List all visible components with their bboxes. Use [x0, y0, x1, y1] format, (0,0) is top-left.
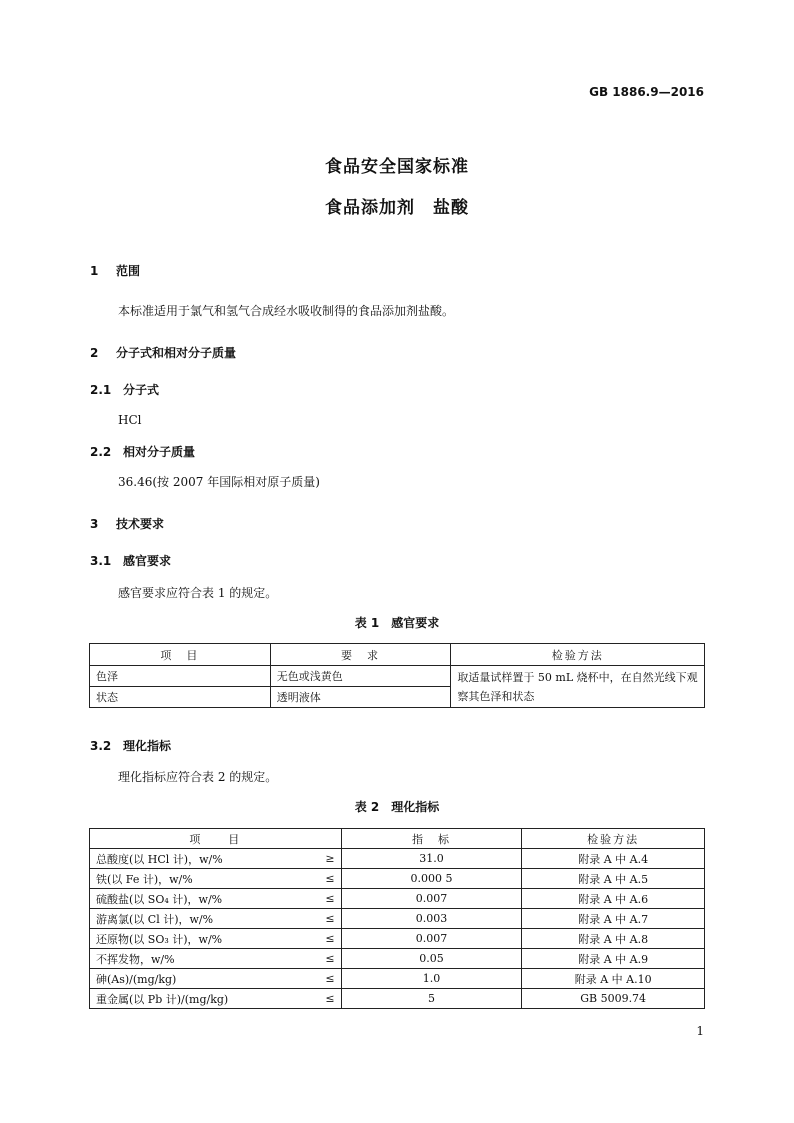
- comparison-symbol: ≤: [311, 989, 341, 1009]
- table-row: [90, 969, 705, 989]
- section-title: 相对分子质量: [123, 445, 196, 459]
- comparison-symbol: ≤: [311, 889, 341, 909]
- page-number: 1: [696, 1024, 704, 1038]
- section-2-heading: [90, 344, 236, 361]
- section-3-1-text: 感官要求应符合表 1 的规定。: [118, 586, 278, 600]
- section-2-1-heading: [90, 381, 159, 398]
- indicator-value: 0.05: [341, 949, 522, 969]
- section-number: 1: [90, 264, 99, 278]
- section-3-2-heading: [90, 737, 171, 754]
- standard-number: GB 1886.9—2016: [589, 85, 704, 99]
- indicator-value: 0.007: [341, 929, 522, 949]
- test-method: 附录 A 中 A.4: [522, 849, 705, 869]
- table-row: [90, 909, 705, 929]
- table-row: [90, 849, 705, 869]
- test-method: 附录 A 中 A.7: [522, 909, 705, 929]
- sensory-requirements-table: [89, 643, 705, 708]
- comparison-symbol: ≤: [311, 969, 341, 989]
- column-header: 指 标: [341, 829, 522, 849]
- test-method: 附录 A 中 A.8: [522, 929, 705, 949]
- item-cell: 硫酸盐(以 SO₄ 计)，w/%: [90, 889, 312, 909]
- section-3-1-heading: [90, 552, 171, 569]
- column-header: 检验方法: [451, 644, 705, 666]
- table-cell: 状态: [90, 687, 271, 708]
- table-row: [90, 666, 705, 687]
- indicator-value: 0.003: [341, 909, 522, 929]
- indicator-value: 0.007: [341, 889, 522, 909]
- indicator-value: 5: [341, 989, 522, 1009]
- table-cell: 透明液体: [270, 687, 451, 708]
- comparison-symbol: ≤: [311, 869, 341, 889]
- test-method: 附录 A 中 A.5: [522, 869, 705, 889]
- section-number: 2.1: [90, 383, 112, 397]
- item-cell: 游离氯(以 Cl 计)，w/%: [90, 909, 312, 929]
- table-1-caption: 表 1 感官要求: [354, 616, 440, 630]
- test-method: 附录 A 中 A.9: [522, 949, 705, 969]
- indicator-value: 0.000 5: [341, 869, 522, 889]
- item-cell: 总酸度(以 HCl 计)，w/%: [90, 849, 312, 869]
- column-header: 检验方法: [522, 829, 705, 849]
- table-row: [90, 929, 705, 949]
- table-2-caption: 表 2 理化指标: [354, 800, 440, 814]
- table-row: [90, 949, 705, 969]
- section-title: 分子式和相对分子质量: [116, 346, 237, 360]
- physicochemical-indicators-table: [89, 828, 705, 1009]
- section-title: 感官要求: [123, 554, 172, 568]
- table-row: [90, 869, 705, 889]
- section-1-heading: [90, 262, 140, 279]
- section-number: 2: [90, 346, 99, 360]
- item-cell: 铁(以 Fe 计)，w/%: [90, 869, 312, 889]
- section-1-text: 本标准适用于氯气和氢气合成经水吸收制得的食品添加剂盐酸。: [118, 304, 455, 318]
- test-method: 附录 A 中 A.10: [522, 969, 705, 989]
- column-header: 项 目: [90, 829, 342, 849]
- section-number: 3.1: [90, 554, 112, 568]
- item-cell: 砷(As)/(mg/kg): [90, 969, 312, 989]
- section-title: 理化指标: [123, 739, 172, 753]
- column-header: 项 目: [90, 644, 271, 666]
- table-cell: 色泽: [90, 666, 271, 687]
- table-row: [90, 889, 705, 909]
- section-2-2-heading: [90, 443, 195, 460]
- section-number: 3.2: [90, 739, 112, 753]
- table-cell: 无色或浅黄色: [270, 666, 451, 687]
- section-title: 技术要求: [116, 517, 165, 531]
- section-number: 3: [90, 517, 99, 531]
- item-cell: 重金属(以 Pb 计)/(mg/kg): [90, 989, 312, 1009]
- comparison-symbol: ≤: [311, 929, 341, 949]
- section-title: 分子式: [123, 383, 160, 397]
- section-title: 范围: [116, 264, 141, 278]
- section-3-2-text: 理化指标应符合表 2 的规定。: [118, 770, 278, 784]
- test-method: GB 5009.74: [522, 989, 705, 1009]
- column-header: 要 求: [270, 644, 451, 666]
- document-title: 食品安全国家标准: [325, 157, 469, 177]
- test-method-cell: 取适量试样置于 50 mL 烧杯中，在自然光线下观察其色泽和状态: [451, 666, 705, 708]
- comparison-symbol: ≤: [311, 949, 341, 969]
- document-subtitle: 食品添加剂 盐酸: [325, 198, 469, 218]
- section-3-heading: [90, 515, 164, 532]
- table-header-row: [90, 644, 705, 666]
- molecular-mass: 36.46(按 2007 年国际相对原子质量): [118, 475, 320, 489]
- molecular-formula: HCl: [118, 413, 142, 427]
- comparison-symbol: ≥: [311, 849, 341, 869]
- item-cell: 还原物(以 SO₃ 计)，w/%: [90, 929, 312, 949]
- section-number: 2.2: [90, 445, 112, 459]
- indicator-value: 1.0: [341, 969, 522, 989]
- test-method: 附录 A 中 A.6: [522, 889, 705, 909]
- table-header-row: [90, 829, 705, 849]
- table-row: [90, 989, 705, 1009]
- comparison-symbol: ≤: [311, 909, 341, 929]
- item-cell: 不挥发物，w/%: [90, 949, 312, 969]
- indicator-value: 31.0: [341, 849, 522, 869]
